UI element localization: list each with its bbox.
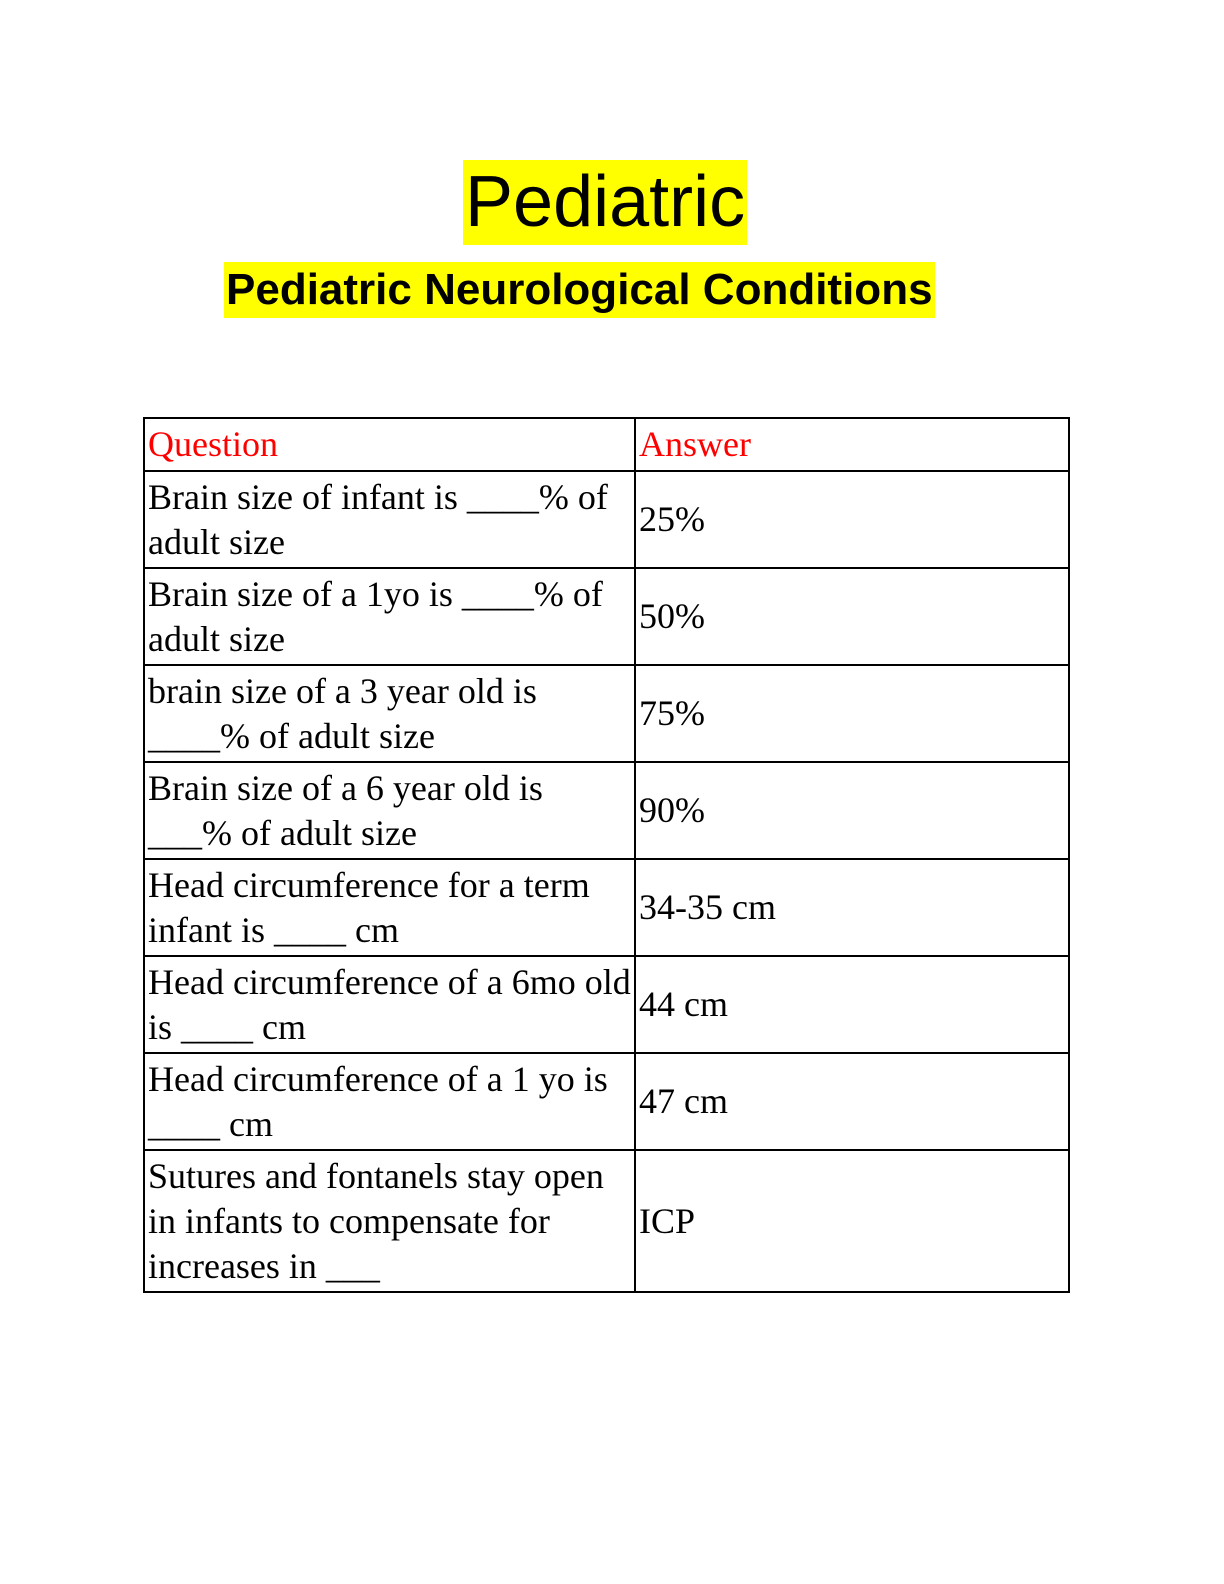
table-row — [144, 1053, 1069, 1150]
answer-cell: 44 cm — [635, 956, 1069, 1053]
answer-cell: 50% — [635, 568, 1069, 665]
answer-column-header: Answer — [635, 418, 1069, 471]
answer-cell: 47 cm — [635, 1053, 1069, 1150]
document-subtitle: Pediatric Neurological Conditions — [224, 262, 935, 318]
question-cell: Head circumference for a term infant is ____ cm — [144, 859, 635, 956]
table-header-row — [144, 418, 1069, 471]
question-column-header: Question — [144, 418, 635, 471]
question-cell: Sutures and fontanels stay open in infants to compensate for increases in ___ — [144, 1150, 635, 1292]
answer-cell: ICP — [635, 1150, 1069, 1292]
question-cell: brain size of a 3 year old is ____% of adult size — [144, 665, 635, 762]
document-title: Pediatric — [463, 160, 747, 245]
question-cell: Brain size of a 6 year old is ___% of adult size — [144, 762, 635, 859]
table-row — [144, 471, 1069, 568]
table-row — [144, 762, 1069, 859]
qa-table — [143, 417, 1070, 1293]
answer-cell: 34-35 cm — [635, 859, 1069, 956]
question-cell: Head circumference of a 6mo old is ____ cm — [144, 956, 635, 1053]
table-row — [144, 956, 1069, 1053]
question-cell: Brain size of a 1yo is ____% of adult size — [144, 568, 635, 665]
table-row — [144, 859, 1069, 956]
question-cell: Brain size of infant is ____% of adult size — [144, 471, 635, 568]
answer-cell: 25% — [635, 471, 1069, 568]
answer-cell: 75% — [635, 665, 1069, 762]
table-row — [144, 1150, 1069, 1292]
answer-cell: 90% — [635, 762, 1069, 859]
table-row — [144, 568, 1069, 665]
table-row — [144, 665, 1069, 762]
question-cell: Head circumference of a 1 yo is ____ cm — [144, 1053, 635, 1150]
